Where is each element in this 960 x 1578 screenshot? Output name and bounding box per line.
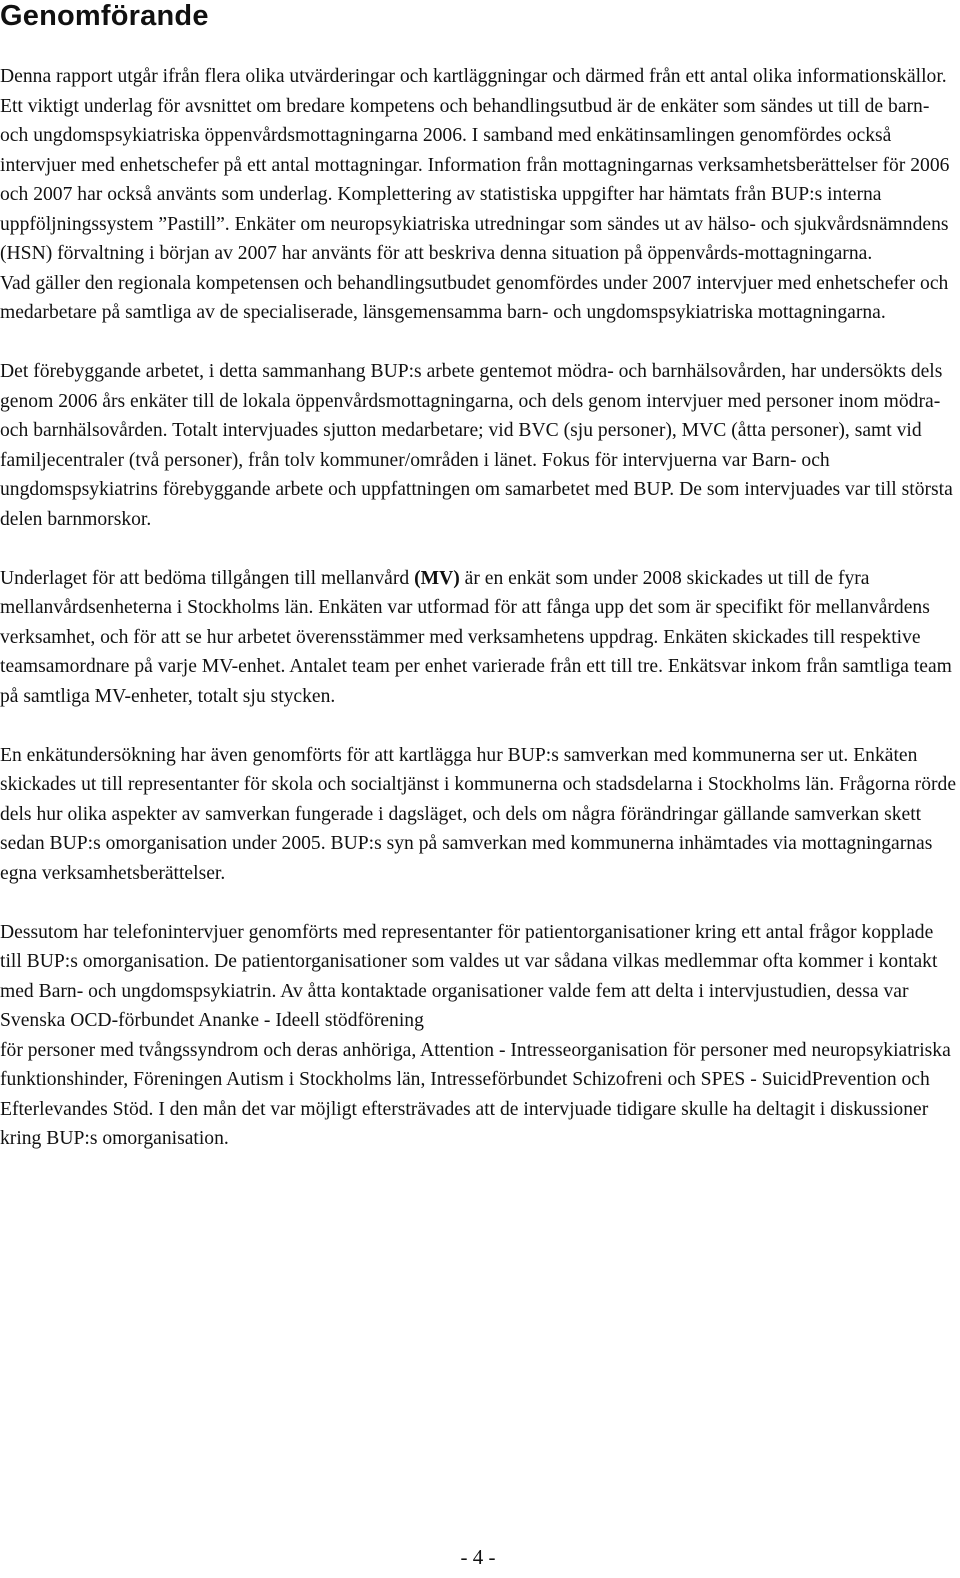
- paragraph-municipal-collaboration: En enkätundersökning har även genomförts för att kartlägga hur BUP:s samverkan med kommunerna ser ut. Enkäten skickades ut till representanter för skola och socialtjänst i kommunerna och stadsdelarna i Stockholms län. Frågorna rörde dels hur olika aspekter av samverkan fungerade i dagsläget, och dels om några förändringar gällande samverkan skett sedan BUP:s omorganisation under 2005. BUP:s syn på samverkan med kommunerna inhämtades via mottagningarnas egna verksamhetsberättelser.: [0, 744, 957, 884]
- paragraph-regional-competence: Vad gäller den regionala kompetensen och behandlingsutbudet genomfördes under 2007 intervjuer med enhetschefer och medarbetare på samtliga av de specialiserade, länsgemensamma barn- och ungdomspsykiatriska mottagningarna.: [0, 272, 949, 323]
- paragraph-preventive-work: Det förebyggande arbetet, i detta sammanhang BUP:s arbete gentemot mödra- och barnhälsovården, har undersökts dels genom 2006 års enkäter till de lokala öppenvårdsmottagningarna, och dels genom intervjuer med personer inom mödra- och barnhälsovården. Totalt intervjuades sjutton medarbetare; vid BVC (sju personer), MVC (åtta personer), samt vid familjecentraler (två personer), från tolv kommuner/områden i länet. Fokus för intervjuerna var Barn- och ungdomspsykiatrins förebyggande arbete och uppfattningen om samarbetet med BUP. De som intervjuades var till största delen barnmorskor.: [0, 361, 953, 530]
- page-number: [0, 1544, 960, 1570]
- section-heading: Genomförande: [0, 0, 209, 32]
- page-number-label: - 4 -: [460, 1545, 496, 1569]
- paragraph-intermediate-care: [0, 564, 958, 712]
- patient-organisations-text-end: för personer med tvångssyndrom och deras anhöriga, Attention - Intresseorganisation för personer med neuropsykiatriska funktionshinder, Föreningen Autism i Stockholms län, Intresseförbundet Schizofreni och SPES - SuicidPrevention och Efterlevandes Stöd. I den mån det var möjligt eftersträvades att de intervjuade tidigare skulle ha deltagit i diskussioner kring BUP:s omorganisation.: [0, 1039, 951, 1149]
- body-text: [0, 62, 958, 1154]
- paragraph-patient-organisations: [0, 918, 958, 1154]
- intermediate-care-text-start: Underlaget för att bedöma tillgången till mellanvård: [0, 567, 415, 589]
- mv-abbreviation: (MV): [414, 567, 460, 589]
- paragraph-sources: Denna rapport utgår ifrån flera olika utvärderingar och kartläggningar och därmed från ett antal olika informationskällor. Ett viktigt underlag för avsnittet om bredare kompetens och behandlingsutbud är de enkäter som sändes ut till de barn- och ungdomspsykiatriska öppenvårdsmottagningarna 2006. I samband med enkätinsamlingen genomfördes också intervjuer med enhetschefer på ett antal mottagningar. Information från mottagningarnas verksamhetsberättelser för 2006 och 2007 har också använts som underlag. Komplettering av statistiska uppgifter har hämtats från BUP:s interna uppföljningssystem ”Pastill”. Enkäter om neuropsykiatriska utredningar som sändes ut av hälso- och sjukvårdsnämndens (HSN) förvaltning i början av 2007 har använts för att beskriva denna situation på öppenvårds-mottagningarna.: [0, 66, 950, 264]
- intermediate-care-text-end: är en enkät som under 2008 skickades ut till de fyra mellanvårdsenheterna i Stockholms län. Enkäten var utformad för att fånga upp det som är specifikt för mellanvårdens verksamhet, och för att se hur arbetet överensstämmer med verksamhetens uppdrag. Enkäten skickades till respektive teamsamordnare på varje MV-enhet. Antalet team per enhet varierade från ett till tre. Enkätsvar inkom från samtliga team på samtliga MV-enheter, totalt sju stycken.: [0, 567, 952, 707]
- patient-organisations-text-start: Dessutom har telefonintervjuer genomförts med representanter för patientorganisationer kring ett antal frågor kopplade till BUP:s omorganisation. De patientorganisationer som valdes ut var sådana vilkas medlemmar ofta kommer i kontakt med Barn- och ungdomspsykiatrin. Av åtta kontaktade organisationer valde fem att delta i intervjustudien, dessa var Svenska OCD-förbundet Ananke - Ideell stödförening: [0, 921, 938, 1031]
